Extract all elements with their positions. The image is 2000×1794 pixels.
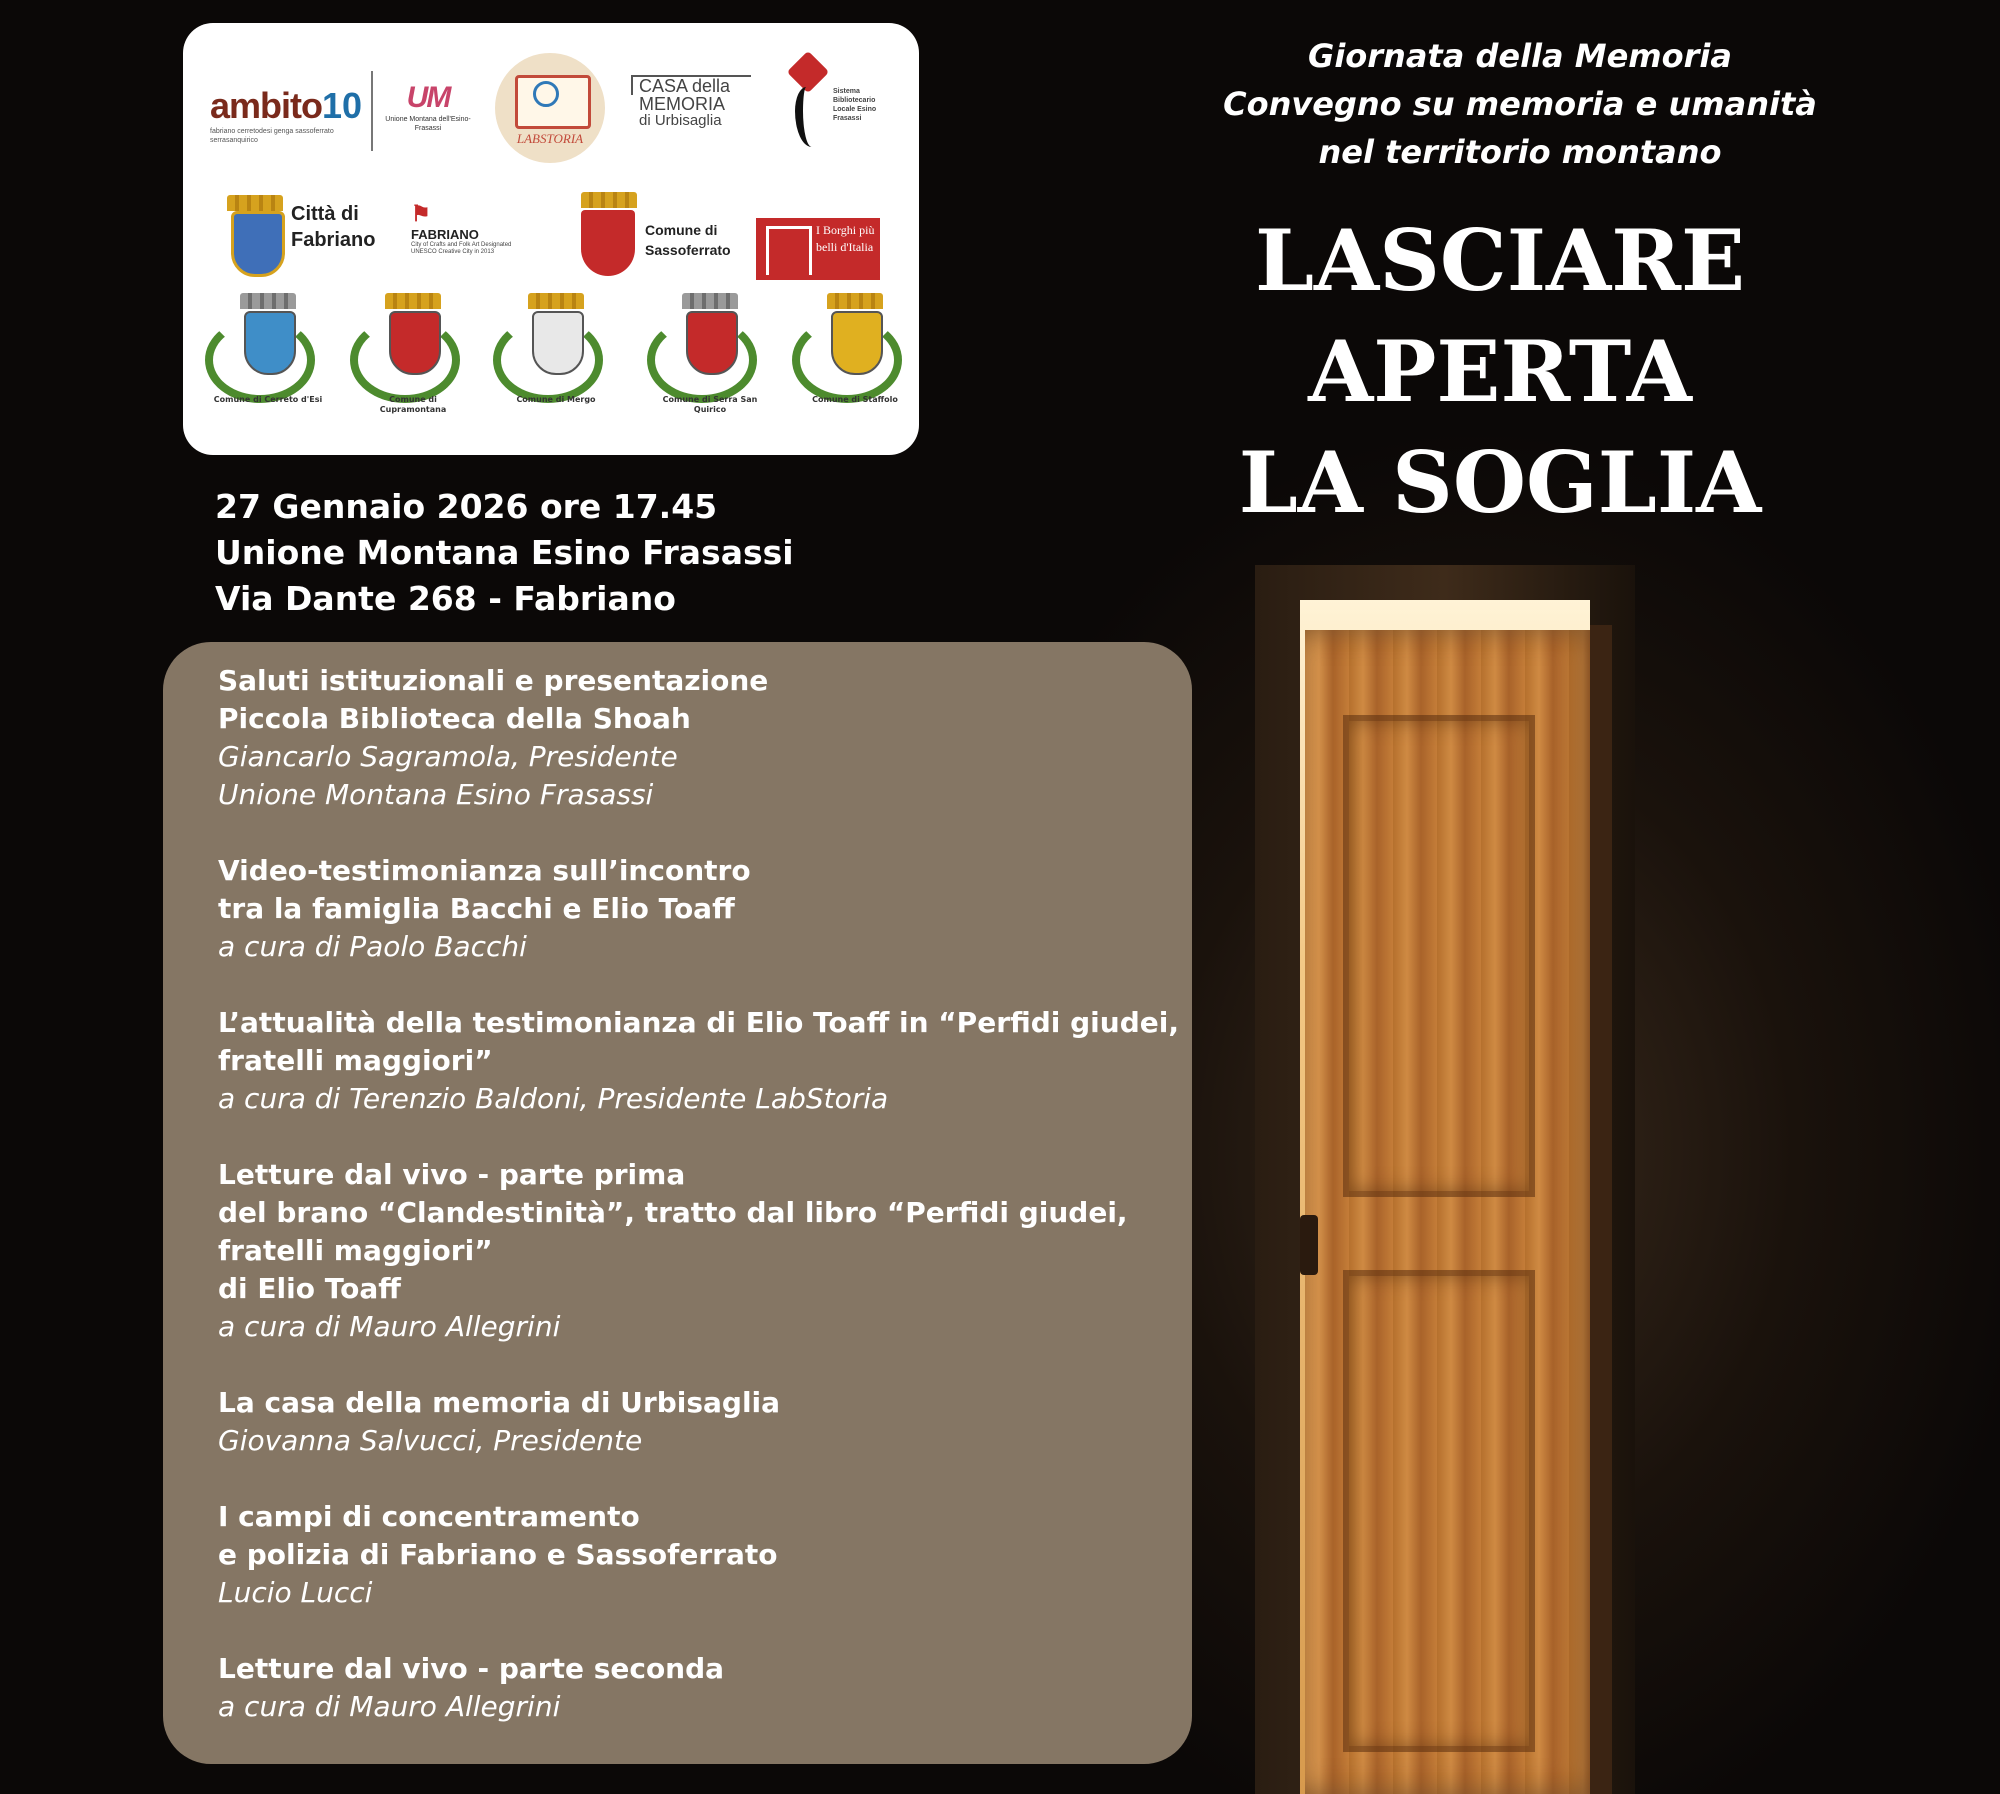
event-info: [215, 484, 794, 622]
borghi-logo: [756, 218, 880, 280]
program-item-speaker: Giancarlo Sagramola, Presidente: [218, 740, 678, 773]
sponsor-logos-panel: [183, 23, 919, 455]
program-item-speaker: Lucio Lucci: [218, 1576, 373, 1609]
program-item: [218, 1384, 1178, 1460]
program-item-title: Video-testimonianza sull’incontro: [218, 854, 751, 887]
casa-line-3: di Urbisaglia: [639, 112, 722, 129]
ambito-sub: fabriano cerretodesi genga sassoferrato serrasanquirico: [210, 128, 334, 144]
title-line: APERTA: [1308, 322, 1692, 421]
ambito-number: 10: [322, 85, 363, 126]
program-item-speaker: Unione Montana Esino Frasassi: [218, 778, 654, 811]
title-line: LASCIARE: [1254, 211, 1746, 310]
door-edge: [1590, 625, 1612, 1794]
comune-crest: [800, 293, 910, 443]
um-mark: UM: [406, 81, 450, 114]
fabriano-mark-icon: ⚑: [411, 201, 431, 226]
crown-icon: [385, 293, 441, 309]
title-line: LA SOGLIA: [1238, 433, 1762, 532]
magnifier-icon: [533, 81, 559, 107]
program-item-title: Letture dal vivo - parte prima: [218, 1158, 686, 1191]
program-box: [163, 642, 1192, 1764]
door-handle: [1300, 1215, 1318, 1275]
program-item-speaker: a cura di Mauro Allegrini: [218, 1690, 561, 1723]
program-item-title: Piccola Biblioteca della Shoah: [218, 702, 691, 735]
program-item-title: I campi di concentramento: [218, 1500, 640, 1533]
shield-icon: [581, 210, 635, 276]
program-item-title: Saluti istituzionali e presentazione: [218, 664, 769, 697]
crown-icon: [827, 293, 883, 309]
program-item-title: di Elio Toaff: [218, 1272, 401, 1305]
crest-icon: [231, 211, 285, 277]
program-list: [218, 662, 1178, 1764]
tower-icon: [766, 226, 812, 275]
crown-icon: [240, 293, 296, 309]
casa-line-2: MEMORIA: [639, 94, 726, 114]
citta-fabriano-text: Città di Fabriano: [291, 203, 376, 251]
subtitle: [1175, 32, 1865, 176]
labstoria-name: LABSTORIA: [516, 131, 584, 146]
program-item-speaker: Giovanna Salvucci, Presidente: [218, 1424, 643, 1457]
comune-crest: [501, 293, 611, 443]
program-item-title: La casa della memoria di Urbisaglia: [218, 1386, 781, 1419]
casa-memoria-logo: [631, 75, 751, 129]
fabriano-unesco-logo: [411, 201, 521, 256]
program-item: [218, 662, 1178, 814]
comune-label: Comune di Serra San Quirico: [662, 395, 758, 414]
borghi-text: I Borghi più belli d'Italia: [816, 223, 875, 254]
main-title: [1150, 205, 1850, 538]
crown-icon: [682, 293, 738, 309]
comune-crest: [358, 293, 468, 443]
sbl-text: Sistema Bibliotecario Locale Esino Frasassi: [833, 88, 877, 122]
program-item: [218, 1156, 1178, 1346]
subtitle-line: nel territorio montano: [1318, 133, 1722, 171]
door-leaf: [1305, 630, 1605, 1794]
comune-crest: [213, 293, 323, 443]
program-item: [218, 1650, 1178, 1726]
program-item-title: e polizia di Fabriano e Sassoferrato: [218, 1538, 778, 1571]
comune-crest: [655, 293, 765, 443]
um-sub: Unione Montana dell'Esino-Frasassi: [385, 116, 471, 132]
program-item-title: Letture dal vivo - parte seconda: [218, 1652, 725, 1685]
program-item-title: fratelli maggiori”: [218, 1044, 493, 1077]
comune-label: Comune di Cupramontana: [379, 395, 447, 414]
program-item-title: fratelli maggiori”: [218, 1234, 493, 1267]
ambito-logo: [210, 85, 370, 145]
event-venue: Unione Montana Esino Frasassi: [215, 533, 794, 572]
subtitle-line: Giornata della Memoria: [1308, 37, 1732, 75]
comune-label: Comune di Mergo: [516, 395, 596, 404]
program-item: [218, 1498, 1178, 1612]
event-date: 27 Gennaio 2026 ore 17.45: [215, 487, 718, 526]
program-item-speaker: a cura di Terenzio Baldoni, Presidente LabStoria: [218, 1082, 889, 1115]
crest-icon: [244, 311, 296, 375]
event-address: Via Dante 268 - Fabriano: [215, 579, 676, 618]
casa-line-1: CASA della: [631, 75, 751, 95]
crest-icon: [532, 311, 584, 375]
crown-icon: [581, 192, 637, 208]
comune-label: Comune di Cerreto d'Esi: [213, 395, 323, 404]
fabriano-sub: City of Crafts and Folk Art Designated UNESCO Creative City in 2013: [411, 242, 512, 255]
crest-icon: [686, 311, 738, 375]
program-item-title: tra la famiglia Bacchi e Elio Toaff: [218, 892, 735, 925]
sistema-bibliotecario-logo: [781, 51, 891, 161]
program-item-title: L’attualità della testimonianza di Elio Toaff in “Perfidi giudei,: [218, 1006, 1179, 1039]
program-item-speaker: a cura di Mauro Allegrini: [218, 1310, 561, 1343]
crown-icon: [227, 195, 283, 211]
swirl-icon: [795, 87, 823, 147]
labstoria-logo: [495, 53, 605, 163]
program-item: [218, 1004, 1178, 1118]
crown-icon: [528, 293, 584, 309]
program-item-speaker: a cura di Paolo Bacchi: [218, 930, 527, 963]
crest-icon: [831, 311, 883, 375]
logo-divider: [371, 71, 373, 151]
crest-icon: [389, 311, 441, 375]
program-item-title: del brano “Clandestinità”, tratto dal libro “Perfidi giudei,: [218, 1196, 1128, 1229]
ambito-word: ambito: [210, 85, 323, 126]
sassoferrato-text: Comune di Sassoferrato: [645, 222, 731, 258]
comune-label: Comune di Staffolo: [812, 395, 898, 404]
fabriano-name: FABRIANO: [411, 227, 479, 242]
program-item: [218, 852, 1178, 966]
subtitle-line: Convegno su memoria e umanità: [1223, 85, 1817, 123]
unione-montana-logo: [383, 81, 473, 133]
